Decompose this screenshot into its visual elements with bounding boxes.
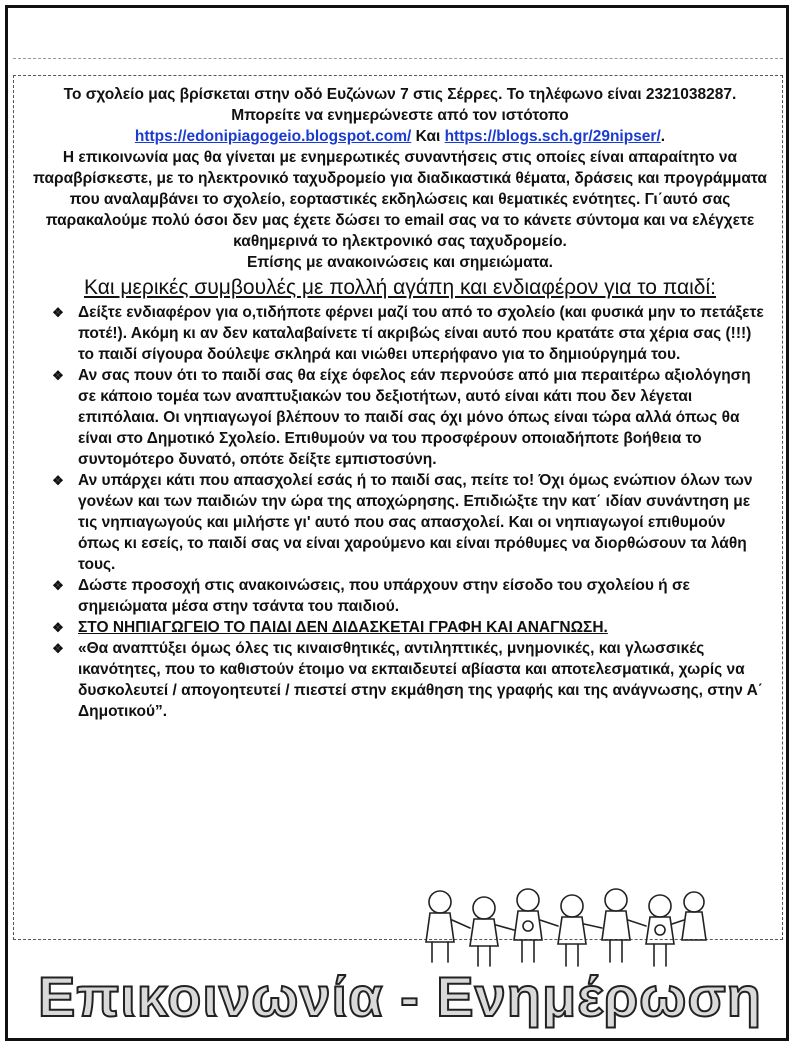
sch-blog-link[interactable]: https://blogs.sch.gr/29nipser/ <box>444 128 661 145</box>
tip-item <box>30 575 770 617</box>
content <box>30 84 770 722</box>
website-text <box>30 105 770 126</box>
children-holding-hands-icon <box>418 880 708 970</box>
diamond-bullet-icon: ❖ <box>52 641 64 656</box>
communication-text: Η επικοινωνία μας θα γίνεται με ενημερωτικές συναντήσεις στις οποίες είναι απαραίτητο να παραβρίσκεστε, με το ηλεκτρονικό ταχυδρομείο για διαδικαστικά θέματα, δράσεις και προγράμματα που αναλαμβάνει το σχολείο, εορταστικές εκδηλώσεις και θεματικές ενότητες. Γι΄αυτό σας παρακαλούμε πολύ όσοι δεν μας έχετε δώσει το email σας να το κάνετε σύντομα και να ελέγχετε καθημερινά το ηλεκτρονικό σας ταχυδρομείο. <box>33 149 767 250</box>
diamond-bullet-icon: ❖ <box>52 578 64 593</box>
tip-text: Δώστε προσοχή στις ανακοινώσεις, που υπάρχουν στην είσοδο του σχολείου ή σε σημειώματα μέσα στην τσάντα του παιδιού. <box>78 577 690 615</box>
diamond-bullet-icon: ❖ <box>52 620 64 635</box>
website-prefix: Μπορείτε να ενημερώνεστε από τον ιστότοπο <box>231 107 569 124</box>
tip-item <box>30 617 770 638</box>
tip-text: «Θα αναπτύξει όμως όλες τις κιναισθητικές, αντιληπτικές, μνημονικές, και γλωσσικές ικανότητες, που το καθιστούν έτοιμο να εκπαιδευτεί αβίαστα και αποτελεσματικά, χωρίς να δυσκολευτεί / απογοητευτεί / πιεστεί στην εκμάθηση της γραφής και της ανάγνωσης, στην Α΄ Δημοτικού”. <box>78 640 763 720</box>
tip-text: Δείξτε ενδιαφέρον για ο,τιδήποτε φέρνει μαζί του από το σχολείο (και φυσικά μην το πετάξετε ποτέ!). Ακόμη κι αν δεν καταλαβαίνετε τί ακριβώς είναι αυτό που κρατάτε στα χέρια σας (!!!) το παιδί σίγουρα δούλεψε σκληρά και νιώθει υπερήφανο για το δημιούργημά του. <box>78 304 764 363</box>
diamond-bullet-icon: ❖ <box>52 368 64 383</box>
tips-heading: Και μερικές συμβουλές με πολλή αγάπη και ενδιαφέρον για το παιδί: <box>84 276 716 299</box>
header-divider <box>13 58 783 59</box>
tip-item <box>30 470 770 575</box>
links-line <box>30 126 770 147</box>
tip-text: Αν σας πουν ότι το παιδί σας θα είχε όφελος εάν περνούσε από μια περαιτέρω αξιολόγηση σε κάποιο τομέα των αναπτυξιακών του δεξιοτήτων, αυτό είναι κάτι που δεν λέγεται επιπόλαια. Οι νηπιαγωγοί βλέπουν το παιδί σας όχι μόνο όπως είναι τώρα αλλά όπως θα είναι στο Δημοτικό Σχολείο. Επιθυμούν να του προσφέρουν οποιαδήποτε βοήθεια το συντομότερο δυνατό, οπότε δείξτε εμπιστοσύνη. <box>78 367 751 468</box>
announcements-text: Επίσης με ανακοινώσεις και σημειώματα. <box>247 254 553 271</box>
tips-list <box>30 302 770 722</box>
tip-text-emphasis: ΣΤΟ ΝΗΠΙΑΓΩΓΕΙΟ ΤΟ ΠΑΙΔΙ ΔΕΝ ΔΙΔΑΣΚΕΤΑΙ ΓΡΑΦΗ ΚΑΙ ΑΝΑΓΝΩΣΗ. <box>78 619 608 636</box>
diamond-bullet-icon: ❖ <box>52 473 64 488</box>
intro <box>30 84 770 273</box>
tip-item <box>30 302 770 365</box>
blogspot-link[interactable]: https://edonipiagogeio.blogspot.com/ <box>134 128 412 145</box>
address-text: Το σχολείο μας βρίσκεται στην οδό Ευζώνων 7 στις Σέρρες. Το τηλέφωνο είναι 2321038287. <box>63 86 737 103</box>
tip-item <box>30 365 770 470</box>
diamond-bullet-icon: ❖ <box>52 305 64 320</box>
tip-text: Αν υπάρχει κάτι που απασχολεί εσάς ή το παιδί σας, πείτε το! Όχι όμως ενώπιον όλων των γονέων και των παιδιών την ώρα της αποχώρησης. Επιδιώξτε την κατ΄ ιδίαν συνάντηση με τις νηπιαγωγούς και μιλήστε γι' αυτό που σας απασχολεί. Και οι νηπιαγωγοί επιθυμούν όπως κι εσείς, το παιδί σας να είναι χαρούμενο και είναι πρόθυμες να διορθώσουν τα λάθη τους. <box>78 472 753 573</box>
links-and: Και <box>411 128 445 145</box>
tip-item <box>30 638 770 722</box>
links-end: . <box>660 128 666 145</box>
page-title: Επικοινωνία - Ενημέρωση <box>38 965 762 1028</box>
